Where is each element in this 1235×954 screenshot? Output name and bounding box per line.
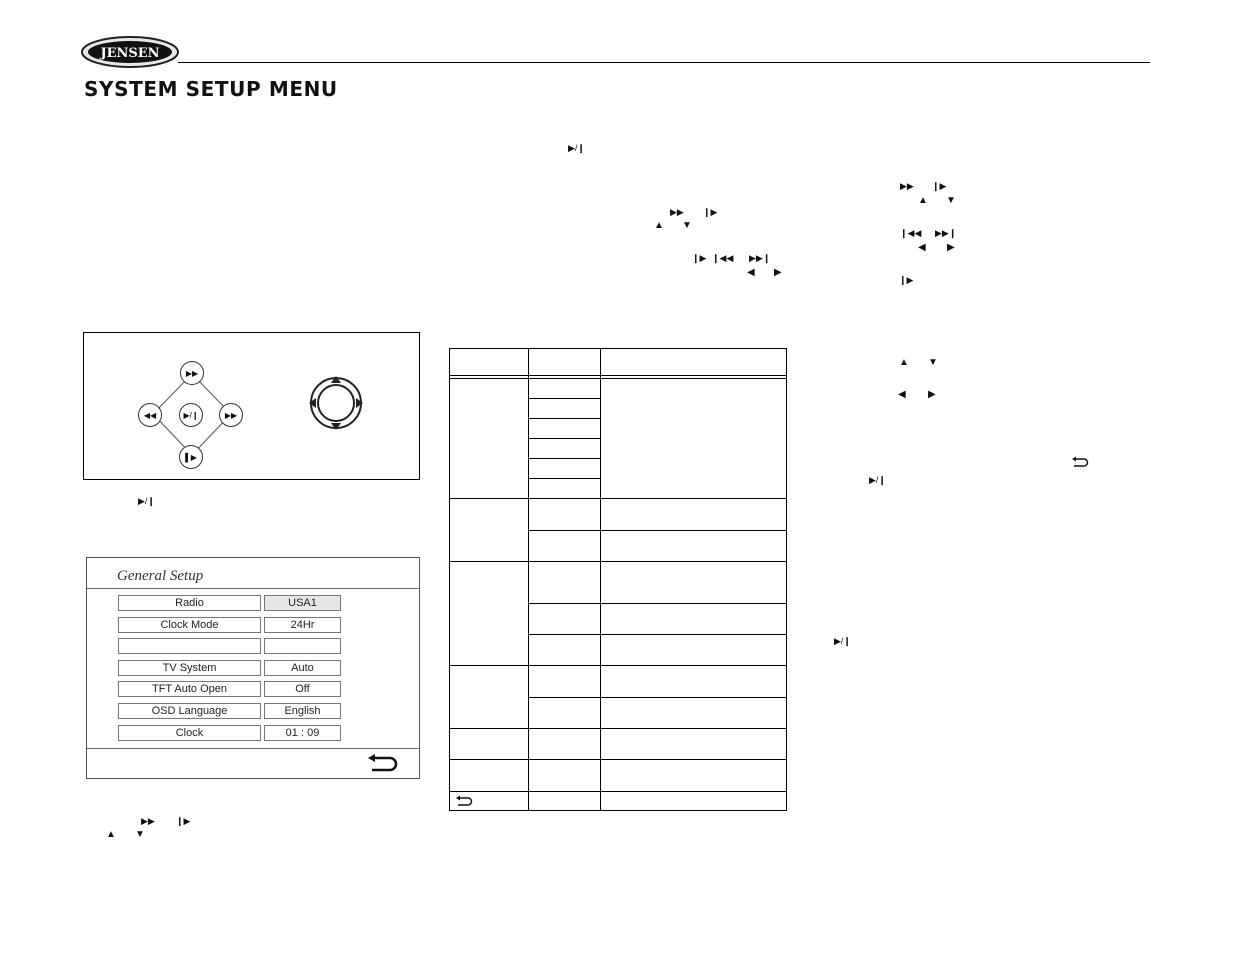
page-title: SYSTEM SETUP MENU [84,77,338,101]
step-icon: ❙▶ [692,253,707,263]
left-arrow-icon: ◀ [918,242,926,253]
header-rule [178,62,1150,63]
setting-value-osd-language[interactable]: English [264,703,341,719]
jensen-logo [81,36,179,68]
right-arrow-icon: ▶ [947,242,955,253]
left-arrow-icon: ◀ [747,267,755,278]
table-row-divider [528,398,600,399]
step-icon: ❙▶ [899,275,914,285]
setting-label-blank[interactable] [118,638,261,654]
right-arrow-icon: ▶ [774,267,782,278]
up-arrow-icon: ▲ [918,195,928,206]
table-row-divider [528,458,600,459]
step-button: ▌▶ [179,445,203,469]
play-pause-icon: ▶/❙ [834,636,851,646]
table-row-divider [528,697,787,698]
back-icon [1071,456,1089,468]
button-diagram [83,332,420,480]
table-border [449,348,450,811]
fast-forward-button: ▶▶ [180,361,204,385]
setting-value-tv-system[interactable]: Auto [264,660,341,676]
table-row-divider [528,530,787,531]
next-icon: ▶▶❙ [935,228,957,238]
table-border [449,810,787,811]
table-column-divider [600,348,601,811]
settings-table [449,348,787,811]
previous-button: ◀◀ [138,403,162,427]
back-icon [455,795,473,807]
step-icon: ❙▶ [176,816,191,826]
table-row-divider [528,478,600,479]
play-pause-icon: ▶/❙ [568,143,585,153]
setting-value-clock-mode[interactable]: 24Hr [264,617,341,633]
right-arrow-icon: ▶ [928,389,936,400]
up-arrow-icon: ▲ [106,829,116,840]
up-arrow-icon: ▲ [654,220,664,231]
table-row-divider [528,438,600,439]
footer-divider [87,748,419,749]
setting-label-osd-language[interactable]: OSD Language [118,703,261,719]
table-border [786,348,787,811]
diagram-lines [84,333,421,481]
table-header-divider [449,375,787,376]
table-row-divider [449,728,787,729]
setting-label-tft-auto-open[interactable]: TFT Auto Open [118,681,261,697]
general-setup-title: General Setup [117,568,204,584]
setting-label-clock-mode[interactable]: Clock Mode [118,617,261,633]
fast-forward-icon: ▶▶ [670,207,684,217]
table-row-divider [449,759,787,760]
down-arrow-icon: ▼ [946,195,956,206]
next-icon: ▶▶❙ [749,253,771,263]
table-row-divider [449,561,787,562]
setting-value-tft-auto-open[interactable]: Off [264,681,341,697]
title-divider [87,588,419,589]
table-row-divider [528,634,787,635]
setting-value-clock[interactable]: 01 : 09 [264,725,341,741]
table-row-divider [449,791,787,792]
table-row-divider [449,498,787,499]
setting-value-radio[interactable]: USA1 [264,595,341,611]
table-row-divider [528,603,787,604]
table-row-divider [528,418,600,419]
general-setup-screen [86,557,420,779]
fast-forward-icon: ▶▶ [141,816,155,826]
step-icon: ❙▶ [932,181,947,191]
back-icon[interactable] [366,753,398,773]
fast-forward-icon: ▶▶ [900,181,914,191]
next-button: ▶▶ [219,403,243,427]
up-arrow-icon: ▲ [899,357,909,368]
step-icon: ❙▶ [703,207,718,217]
play-pause-button: ▶/❙ [179,403,203,427]
table-border [449,348,787,349]
play-pause-icon: ▶/❙ [138,496,155,506]
down-arrow-icon: ▼ [682,220,692,231]
left-arrow-icon: ◀ [898,389,906,400]
svg-text:JENSEN: JENSEN [100,46,160,61]
table-header-divider [449,378,787,379]
setting-label-tv-system[interactable]: TV System [118,660,261,676]
previous-icon: ❙◀◀ [900,228,922,238]
setting-value-blank[interactable] [264,638,341,654]
setting-label-clock[interactable]: Clock [118,725,261,741]
previous-icon: ❙◀◀ [712,253,734,263]
play-pause-icon: ▶/❙ [869,475,886,485]
setting-label-radio[interactable]: Radio [118,595,261,611]
table-row-divider [449,665,787,666]
down-arrow-icon: ▼ [135,829,145,840]
down-arrow-icon: ▼ [928,357,938,368]
